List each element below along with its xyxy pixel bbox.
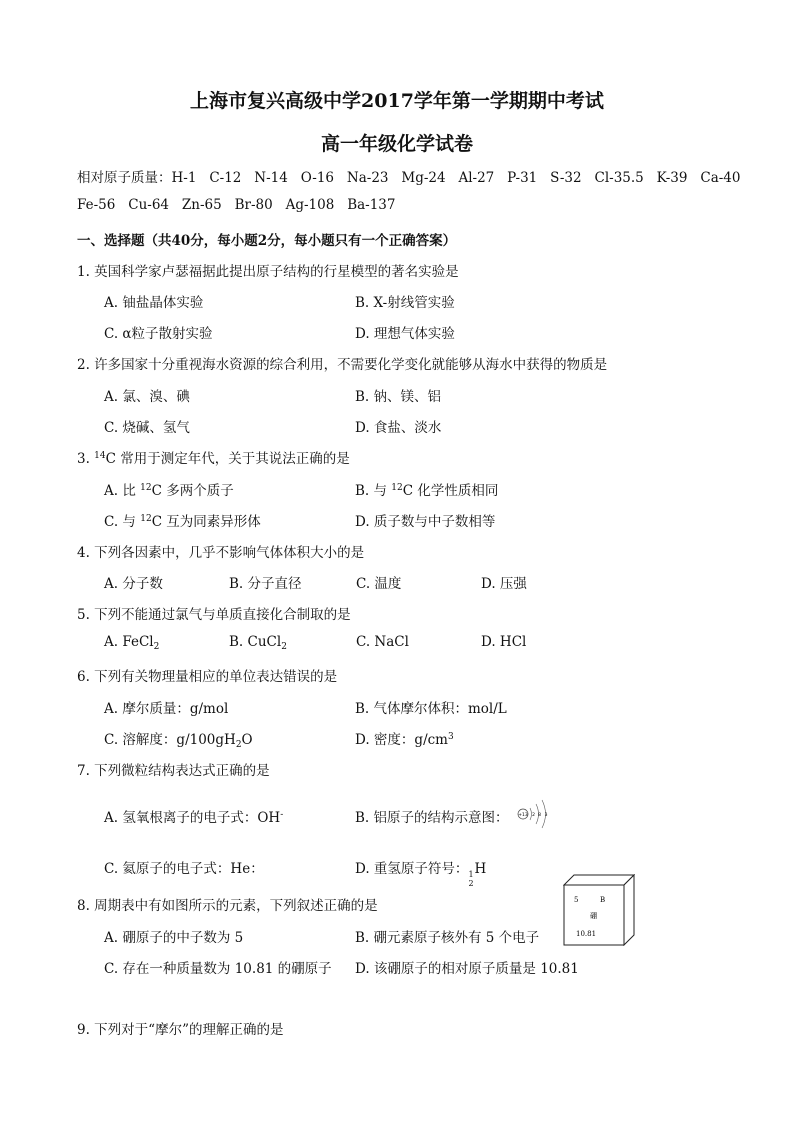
atomic-number: 2 xyxy=(468,879,474,888)
q6-option-c xyxy=(104,728,253,750)
mass-item: Cu-64 xyxy=(128,197,169,213)
q4-option-c: C. 温度 xyxy=(356,576,402,592)
option-text: C. 与 xyxy=(104,514,141,530)
option-text: C. 溶解度：g/100gH xyxy=(104,732,236,748)
element-symbol: H xyxy=(474,861,487,877)
aluminum-atom-diagram xyxy=(512,795,558,833)
element-name: 硼 xyxy=(590,912,597,920)
mass-number: 12 xyxy=(140,483,152,493)
q4-option-d: D. 压强 xyxy=(481,576,527,592)
mass-item: Al-27 xyxy=(458,170,495,186)
option-text: D. 密度：g/cm xyxy=(355,732,448,748)
option-text: B. 与 xyxy=(355,483,392,499)
q3-number: 3. xyxy=(77,451,95,467)
mass-item: Ag-108 xyxy=(285,197,335,213)
atomic-number: 5 xyxy=(574,896,579,904)
shell-electron-count: 3 xyxy=(544,813,548,818)
subscript: 2 xyxy=(235,740,242,750)
mass-number: 12 xyxy=(391,483,403,493)
q7-option-c: C. 氦原子的电子式：He： xyxy=(104,861,264,877)
option-text: A. FeCl xyxy=(104,634,154,650)
shell-electron-count: 2 xyxy=(532,813,535,818)
q7-option-d xyxy=(355,857,486,888)
cube-side-face xyxy=(624,875,634,945)
question-7-stem: 7. 下列微粒结构表达式正确的是 xyxy=(77,763,270,779)
mass-item: Ba-137 xyxy=(347,197,396,213)
q8-option-a: A. 硼原子的中子数为 5 xyxy=(104,930,244,946)
q2-option-c: C. 烧碱、氢气 xyxy=(104,420,190,436)
exam-subtitle: 高一年级化学试卷 xyxy=(320,133,473,155)
mass-item: Ca-40 xyxy=(700,170,741,186)
mass-item: C-12 xyxy=(209,170,242,186)
subscript: 2 xyxy=(153,642,160,652)
q3-option-c xyxy=(104,510,261,530)
question-1-stem: 1. 英国科学家卢瑟福据此提出原子结构的行星模型的著名实验是 xyxy=(77,264,459,280)
option-text: C 化学性质相同 xyxy=(402,483,499,499)
question-2-stem: 2. 许多国家十分重视海水资源的综合利用，不需要化学变化就能够从海水中获得的物质是 xyxy=(77,357,608,373)
mass-item: Mg-24 xyxy=(401,170,446,186)
mass-item: Br-80 xyxy=(234,197,273,213)
option-text: A. 氢氧根离子的电子式：OH xyxy=(104,810,281,826)
q5-option-a xyxy=(104,634,159,652)
cube-top-face xyxy=(564,875,634,885)
superscript: 3 xyxy=(447,732,454,742)
option-text: D. 重氢原子符号： xyxy=(355,861,469,877)
mass-item: K-39 xyxy=(656,170,688,186)
q3-option-a xyxy=(104,479,234,499)
mass-item: O-16 xyxy=(300,170,335,186)
exam-title: 上海市复兴高级中学2017学年第一学期期中考试 xyxy=(190,90,604,112)
mass-item: Fe-56 xyxy=(77,197,116,213)
q6-option-b: B. 气体摩尔体积：mol/L xyxy=(355,701,507,717)
atomic-masses-label: 相对原子质量： xyxy=(77,170,172,186)
atomic-mass: 10.81 xyxy=(576,930,597,938)
mass-item: Na-23 xyxy=(346,170,389,186)
q8-option-b: B. 硼元素原子核外有 5 个电子 xyxy=(355,930,540,946)
option-text: C 多两个质子 xyxy=(151,483,234,499)
q8-option-d: D. 该硼原子的相对原子质量是 10.81 xyxy=(355,961,579,977)
option-text: A. 比 xyxy=(104,483,141,499)
mass-item: Zn-65 xyxy=(181,197,222,213)
q6-option-d xyxy=(355,728,454,748)
q1-option-a: A. 铀盐晶体实验 xyxy=(104,295,204,311)
q2-option-d: D. 食盐、淡水 xyxy=(355,420,442,436)
mass-item: H-1 xyxy=(171,170,197,186)
element-symbol: B xyxy=(600,896,606,904)
mass-item: S-32 xyxy=(550,170,582,186)
nucleus-charge: +13 xyxy=(518,813,528,818)
option-text: O xyxy=(241,732,253,748)
mass-number: 1 xyxy=(468,870,474,879)
option-text: C 互为同素异形体 xyxy=(151,514,261,530)
q3-stem-text: C 常用于测定年代，关于其说法正确的是 xyxy=(105,451,350,467)
q1-option-b: B. X-射线管实验 xyxy=(355,295,455,311)
superscript: - xyxy=(280,810,284,820)
q5-option-c: C. NaCl xyxy=(356,634,409,650)
q7-option-b: B. 铝原子的结构示意图： xyxy=(355,810,509,826)
q2-option-b: B. 钠、镁、铝 xyxy=(355,389,442,405)
atomic-masses-line1 xyxy=(77,166,740,186)
question-3-stem xyxy=(77,447,350,467)
section-heading: 一、选择题（共40分，每小题2分，每小题只有一个正确答案） xyxy=(77,233,457,249)
mass-item: P-31 xyxy=(507,170,538,186)
mass-item: N-14 xyxy=(254,170,288,186)
q1-option-c: C. α粒子散射实验 xyxy=(104,326,213,342)
question-5-stem: 5. 下列不能通过氯气与单质直接化合制取的是 xyxy=(77,607,351,623)
q5-option-b xyxy=(229,634,287,652)
nuclide-notation xyxy=(468,870,473,888)
q8-option-c: C. 存在一种质量数为 10.81 的硼原子 xyxy=(104,961,332,977)
atomic-masses-line2 xyxy=(77,197,396,213)
question-8-stem: 8. 周期表中有如图所示的元素，下列叙述正确的是 xyxy=(77,898,378,914)
q4-option-b: B. 分子直径 xyxy=(229,576,302,592)
question-6-stem: 6. 下列有关物理量相应的单位表达错误的是 xyxy=(77,669,338,685)
q3-mass-number: 14 xyxy=(94,451,106,461)
q1-option-d: D. 理想气体实验 xyxy=(355,326,455,342)
q3-option-b xyxy=(355,479,498,499)
subscript: 2 xyxy=(281,642,287,652)
option-text: B. CuCl xyxy=(229,634,282,650)
question-4-stem: 4. 下列各因素中，几乎不影响气体体积大小的是 xyxy=(77,545,365,561)
q2-option-a: A. 氯、溴、碘 xyxy=(104,389,190,405)
q7-option-a xyxy=(104,806,283,826)
periodic-table-cell xyxy=(563,874,635,946)
q4-option-a: A. 分子数 xyxy=(104,576,163,592)
q5-option-d: D. HCl xyxy=(481,634,527,650)
question-9-stem: 9. 下列对于“摩尔”的理解正确的是 xyxy=(77,1022,284,1038)
mass-item: Cl-35.5 xyxy=(594,170,644,186)
q3-option-d: D. 质子数与中子数相等 xyxy=(355,514,496,530)
q6-option-a: A. 摩尔质量：g/mol xyxy=(104,701,229,717)
shell-electron-count: 8 xyxy=(538,813,541,818)
mass-number: 12 xyxy=(140,514,152,524)
